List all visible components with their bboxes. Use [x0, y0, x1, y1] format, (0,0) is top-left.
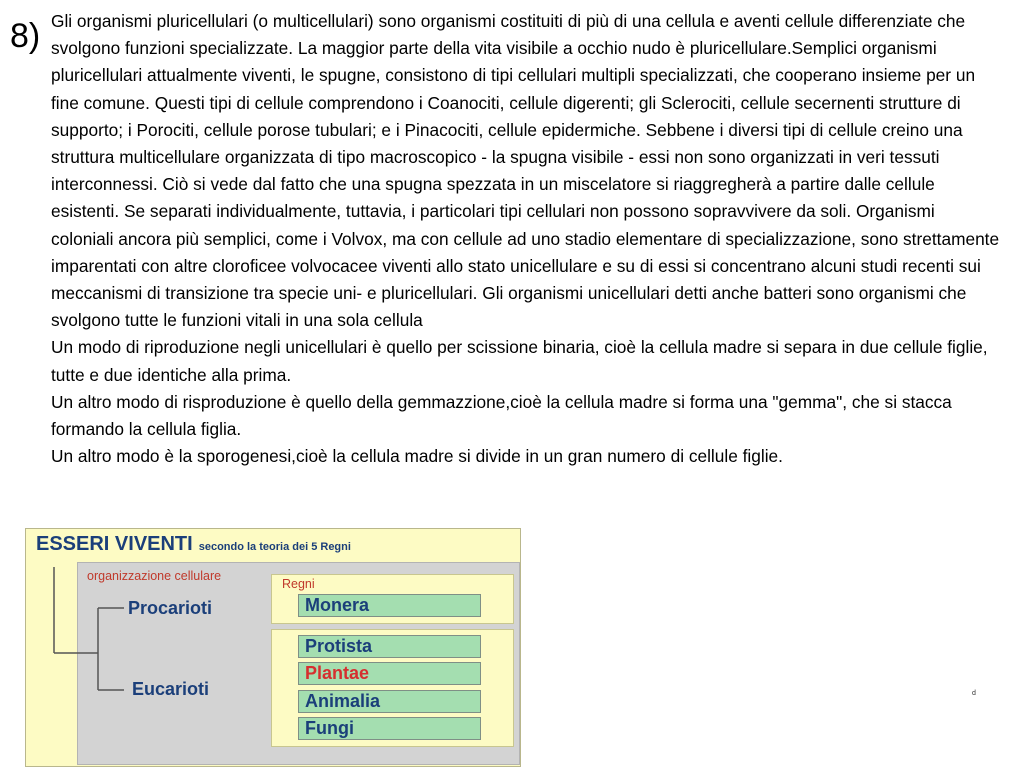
kingdom-protista: Protista — [298, 635, 481, 658]
kingdom-animalia: Animalia — [298, 690, 481, 713]
paragraph-budding: Un altro modo di risproduzione è quello della gemmazzione,cioè la cellula madre si forma una "gemma", che si stacca formando la cellula figlia. — [51, 391, 952, 440]
kingdom-fungi: Fungi — [298, 717, 481, 740]
prokaryotes-label: Procarioti — [128, 598, 213, 618]
paragraph-sporogenesis: Un altro modo è la sporogenesi,cioè la cellula madre si divide in un gran numero di cellule figlie. — [51, 446, 783, 467]
five-kingdoms-diagram — [25, 528, 521, 767]
regni-label: Regni — [282, 577, 315, 591]
slide-number: 8) — [10, 17, 41, 55]
diagram-subtitle: secondo la teoria dei 5 Regni — [198, 541, 351, 553]
paragraph-multicellular: Gli organismi pluricellulari (o multicellulari) sono organismi costituiti di più di una cellula e aventi cellule differenziate che svolgono funzioni specializzate. La maggior parte della vita visibile a occhio nudo è pluricellulare.Semplici organismi pluricellulari attualmente viventi, le spugne, consistono di tipi cellulari multipli specializzati, che cooperano insieme per un fine comune. Questi tipi di cellule comprendono i Coanociti, cellule digerenti; gli Sclerociti, cellule secernenti strutture di supporto; i Porociti, cellule porose tubulari; e i Pinacociti, cellule epidermiche. Sebbene i diversi tipi di cellule creino una struttura multicellulare organizzata di tipo macroscopico - la spugna visibile - essi non sono organizzati in veri tessuti interconnessi. Ciò si vede dal fatto che una spugna spezzata in un miscelatore si riaggregherà a partire dalle cellule esistenti. Se separati individualmente, tuttavia, i particolari tipi cellulari non possono sopravvivere da soli. Organismi coloniali ancora più semplici, come i Volvox, ma con cellule ad uno stadio elementare di specializzazione, sono strettamente imparentati con altre cloroficee volvocacee viventi allo stato unicellulare e su di essi si concentrano alcuni studi recenti sui meccanismi di transizione tra specie uni- e pluricellulari. Gli organismi unicellulari detti anche batteri sono organismi che svolgono tutte le funzioni vitali in una sola cellula — [51, 11, 1000, 331]
paragraph-binary-fission: Un modo di riproduzione negli unicellulari è quello per scissione binaria, cioè la cellula madre si separa in due cellule figlie, tutte e due identiche alla prima. — [51, 337, 988, 385]
corner-mark: d — [972, 690, 976, 697]
kingdom-monera: Monera — [298, 594, 481, 617]
eukaryotes-label: Eucarioti — [132, 679, 210, 699]
kingdom-plantae: Plantae — [298, 662, 481, 685]
cell-organization-label: organizzazione cellulare — [87, 569, 222, 583]
diagram-title-text: ESSERI VIVENTI — [36, 533, 193, 555]
body-text — [51, 8, 1001, 470]
